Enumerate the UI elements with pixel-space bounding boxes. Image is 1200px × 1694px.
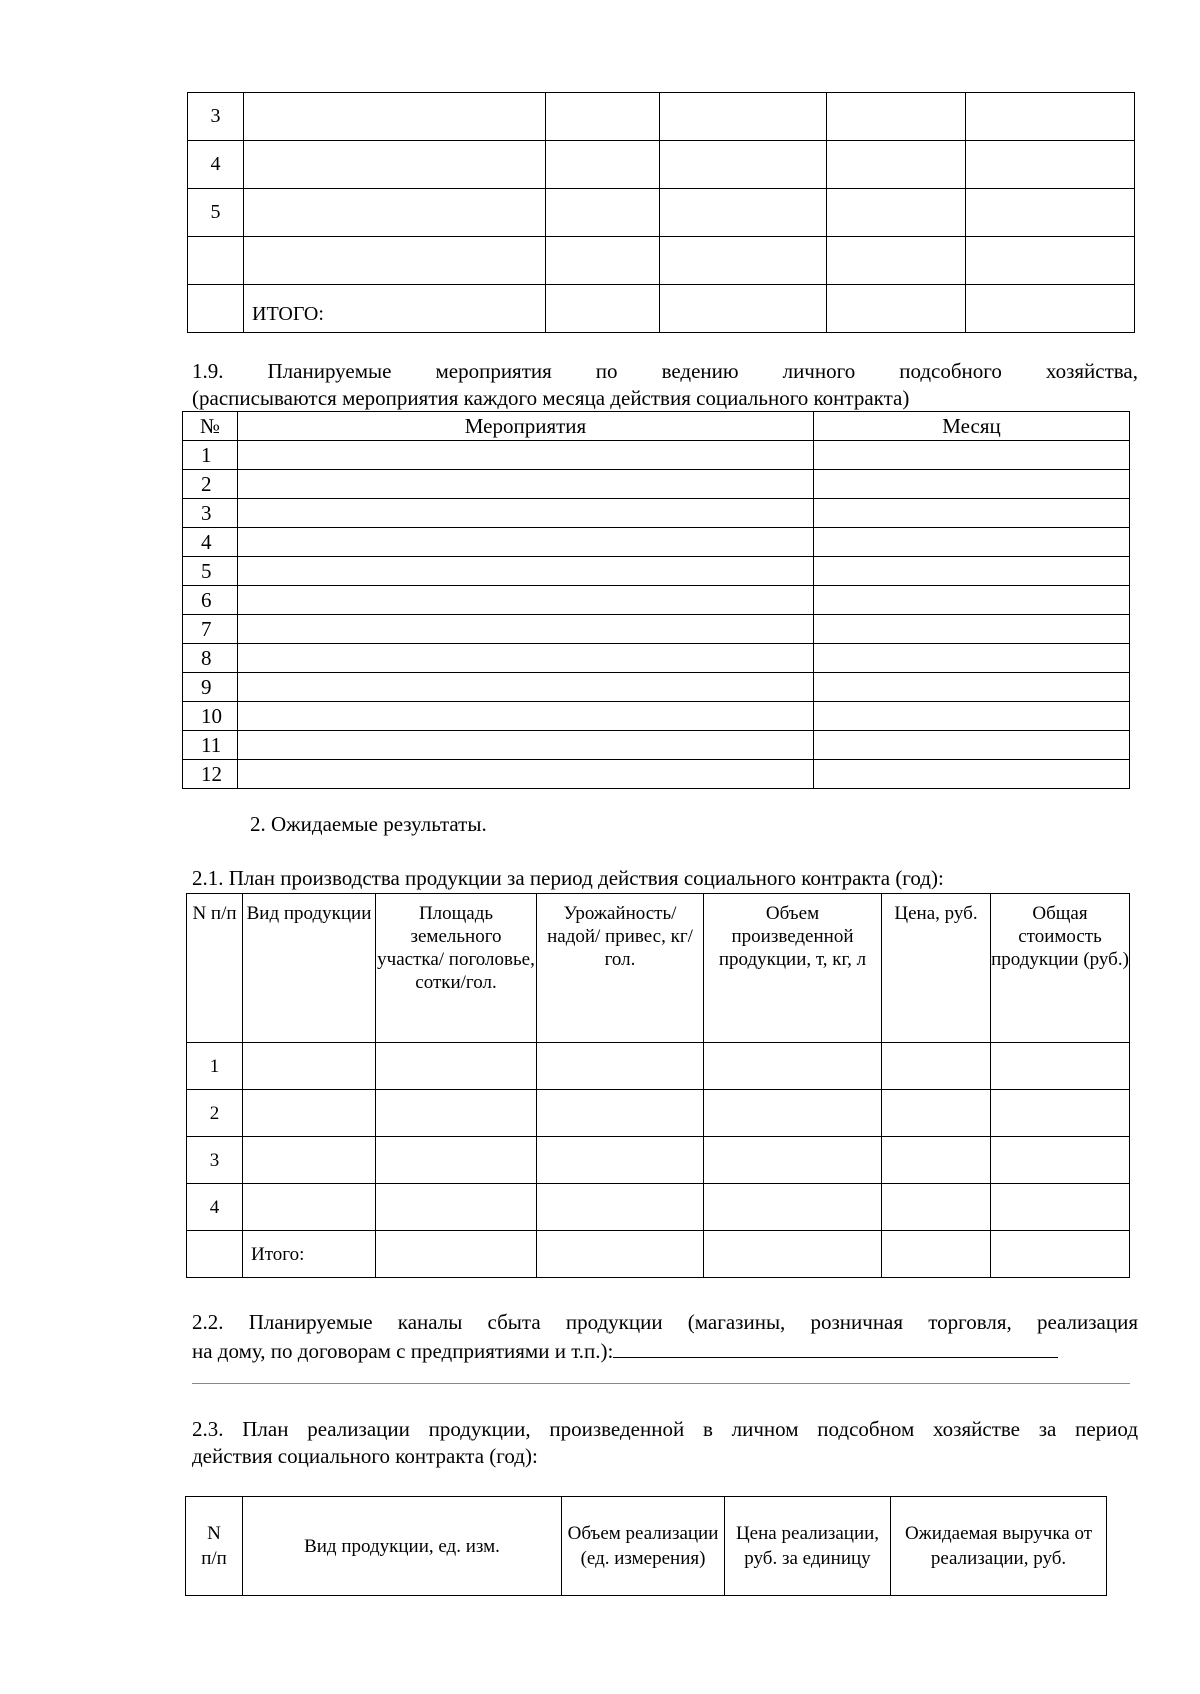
top-table: [187, 92, 1135, 333]
row-number: [188, 237, 244, 285]
column-header: N п/п: [186, 1497, 243, 1596]
table-row: [187, 1090, 1130, 1137]
month-cell[interactable]: [814, 586, 1130, 615]
table-cell[interactable]: [243, 1137, 376, 1184]
table-cell[interactable]: [991, 1043, 1130, 1090]
table-cell[interactable]: [882, 1090, 991, 1137]
row-label[interactable]: ИТОГО:: [244, 285, 546, 333]
activity-cell[interactable]: [238, 760, 814, 789]
activity-cell[interactable]: [238, 702, 814, 731]
row-number: 7: [183, 615, 238, 644]
section-2-1-title: 2.1. План производства продукции за период действия социального контракта (год):: [192, 866, 944, 890]
activity-cell[interactable]: [238, 731, 814, 760]
column-header: Мероприятия: [238, 412, 814, 441]
table-cell[interactable]: [546, 93, 660, 141]
section-2-title: 2. Ожидаемые результаты.: [250, 812, 487, 836]
column-header: N п/п: [187, 894, 243, 1043]
activity-cell[interactable]: [238, 644, 814, 673]
activity-cell[interactable]: [238, 586, 814, 615]
table-cell[interactable]: [660, 141, 827, 189]
row-number: 5: [183, 557, 238, 586]
row-label[interactable]: [244, 93, 546, 141]
column-header: №: [183, 412, 238, 441]
month-cell[interactable]: [814, 528, 1130, 557]
table-cell[interactable]: [827, 189, 966, 237]
row-number: 5: [188, 189, 244, 237]
table-cell[interactable]: [966, 285, 1135, 333]
table-cell[interactable]: [376, 1137, 537, 1184]
table-cell[interactable]: [827, 237, 966, 285]
table-cell[interactable]: [376, 1043, 537, 1090]
table-cell[interactable]: [827, 285, 966, 333]
section-2-2-line2-wrap: [192, 1336, 1138, 1365]
table-row: [183, 586, 1130, 615]
table-cell[interactable]: [704, 1231, 882, 1278]
column-header: Цена, руб.: [882, 894, 991, 1043]
table-cell[interactable]: [660, 285, 827, 333]
table-cell[interactable]: [537, 1231, 704, 1278]
table-cell[interactable]: [546, 237, 660, 285]
row-number: [187, 1231, 243, 1278]
row-number: 11: [183, 731, 238, 760]
table-header-row: [183, 412, 1130, 441]
table-cell[interactable]: [991, 1231, 1130, 1278]
column-header: Общая стоимость продукции (руб.): [991, 894, 1130, 1043]
activity-cell[interactable]: [238, 673, 814, 702]
section-2-3-line1: 2.3. План реализации продукции, произведенной в личном подсобном хозяйстве за период: [192, 1417, 1138, 1441]
row-number: 2: [183, 470, 238, 499]
month-cell[interactable]: [814, 499, 1130, 528]
month-cell[interactable]: [814, 731, 1130, 760]
table-cell[interactable]: [827, 141, 966, 189]
table-header-row: [187, 894, 1130, 1043]
table-row: [183, 528, 1130, 557]
row-number: [188, 285, 244, 333]
table-cell[interactable]: [376, 1090, 537, 1137]
section-2-3-line2: действия социального контракта (год):: [192, 1444, 538, 1468]
month-cell[interactable]: [814, 615, 1130, 644]
table-cell[interactable]: [704, 1090, 882, 1137]
row-number: 4: [183, 528, 238, 557]
table-cell[interactable]: [660, 189, 827, 237]
table-row: [183, 731, 1130, 760]
table-row: [187, 1137, 1130, 1184]
column-header: Месяц: [814, 412, 1130, 441]
month-cell[interactable]: [814, 760, 1130, 789]
month-cell[interactable]: [814, 673, 1130, 702]
table-cell[interactable]: [243, 1043, 376, 1090]
table-cell[interactable]: [966, 237, 1135, 285]
row-number: 2: [187, 1090, 243, 1137]
table-row: [183, 760, 1130, 789]
table-row: [183, 441, 1130, 470]
table-cell[interactable]: [882, 1043, 991, 1090]
table-cell[interactable]: [704, 1184, 882, 1231]
table-cell[interactable]: [882, 1184, 991, 1231]
table-cell[interactable]: [882, 1231, 991, 1278]
section-2-2-line2: на дому, по договорам с предприятиями и т.п.):: [192, 1339, 614, 1363]
column-header: Вид продукции, ед. изм.: [243, 1497, 562, 1596]
table-cell[interactable]: [660, 237, 827, 285]
table-row: [183, 702, 1130, 731]
row-number: 10: [183, 702, 238, 731]
table-cell[interactable]: [546, 141, 660, 189]
activity-cell[interactable]: [238, 615, 814, 644]
table-cell[interactable]: [537, 1137, 704, 1184]
column-header: Ожидаемая выручка от реализации, руб.: [891, 1497, 1107, 1596]
row-label[interactable]: [244, 237, 546, 285]
table-cell[interactable]: [991, 1184, 1130, 1231]
table-row: [188, 285, 1135, 333]
table-cell[interactable]: [882, 1137, 991, 1184]
table-cell[interactable]: [966, 189, 1135, 237]
table-cell[interactable]: [376, 1184, 537, 1231]
row-number: 3: [187, 1137, 243, 1184]
table-row: [188, 93, 1135, 141]
table-cell[interactable]: [991, 1090, 1130, 1137]
table-cell[interactable]: [827, 93, 966, 141]
row-number: 3: [188, 93, 244, 141]
month-cell[interactable]: [814, 441, 1130, 470]
table-cell[interactable]: [991, 1137, 1130, 1184]
column-header: Вид продукции: [243, 894, 376, 1043]
fill-in-line-2[interactable]: [192, 1383, 1130, 1384]
table-row: [183, 644, 1130, 673]
section-2-2-line1: 2.2. Планируемые каналы сбыта продукции (магазины, розничная торговля, реализация: [192, 1310, 1138, 1334]
table-cell[interactable]: [537, 1043, 704, 1090]
table-row: [188, 189, 1135, 237]
fill-in-line[interactable]: [613, 1336, 1058, 1358]
column-header: Площадь земельного участка/ поголовье, сотки/гол.: [376, 894, 537, 1043]
table-row: [187, 1184, 1130, 1231]
table-row: [187, 1043, 1130, 1090]
row-number: 4: [188, 141, 244, 189]
table-row: [188, 237, 1135, 285]
table-cell[interactable]: [243, 1184, 376, 1231]
table-cell[interactable]: [537, 1090, 704, 1137]
column-header: Объем произведенной продукции, т, кг, л: [704, 894, 882, 1043]
row-number: 1: [187, 1043, 243, 1090]
section-1-9-line1: 1.9. Планируемые мероприятия по ведению личного подсобного хозяйства,: [192, 359, 1138, 383]
row-number: 12: [183, 760, 238, 789]
month-cell[interactable]: [814, 644, 1130, 673]
row-number: 6: [183, 586, 238, 615]
table-row: [188, 141, 1135, 189]
table-cell[interactable]: [966, 141, 1135, 189]
activity-cell[interactable]: [238, 557, 814, 586]
table-cell[interactable]: [243, 1090, 376, 1137]
table-cell[interactable]: [966, 93, 1135, 141]
row-label[interactable]: [244, 141, 546, 189]
production-plan-table: [186, 893, 1130, 1278]
table-cell[interactable]: [537, 1184, 704, 1231]
table-cell[interactable]: [546, 189, 660, 237]
section-1-9-line2: (расписываются мероприятия каждого месяца действия социального контракта): [192, 386, 910, 410]
activity-cell[interactable]: [238, 441, 814, 470]
month-cell[interactable]: [814, 702, 1130, 731]
table-row: [183, 470, 1130, 499]
activities-table: [182, 411, 1130, 789]
column-header: Цена реализации, руб. за единицу: [725, 1497, 891, 1596]
table-cell[interactable]: [660, 93, 827, 141]
sales-plan-table: [185, 1496, 1107, 1596]
row-number: 9: [183, 673, 238, 702]
table-cell[interactable]: [704, 1043, 882, 1090]
month-cell[interactable]: [814, 470, 1130, 499]
row-number: 8: [183, 644, 238, 673]
table-header-row: [186, 1497, 1107, 1596]
activity-cell[interactable]: [238, 499, 814, 528]
total-row: [187, 1231, 1130, 1278]
table-row: [183, 499, 1130, 528]
row-number: 4: [187, 1184, 243, 1231]
month-cell[interactable]: [814, 557, 1130, 586]
row-number: 3: [183, 499, 238, 528]
table-cell[interactable]: [376, 1231, 537, 1278]
row-number: 1: [183, 441, 238, 470]
table-cell[interactable]: [546, 285, 660, 333]
row-label[interactable]: [244, 189, 546, 237]
table-row: [183, 557, 1130, 586]
table-cell[interactable]: [704, 1137, 882, 1184]
total-label: Итого:: [243, 1231, 376, 1278]
table-row: [183, 673, 1130, 702]
column-header: Объем реализации (ед. измерения): [562, 1497, 725, 1596]
activity-cell[interactable]: [238, 470, 814, 499]
table-row: [183, 615, 1130, 644]
activity-cell[interactable]: [238, 528, 814, 557]
column-header: Урожайность/ надой/ привес, кг/гол.: [537, 894, 704, 1043]
